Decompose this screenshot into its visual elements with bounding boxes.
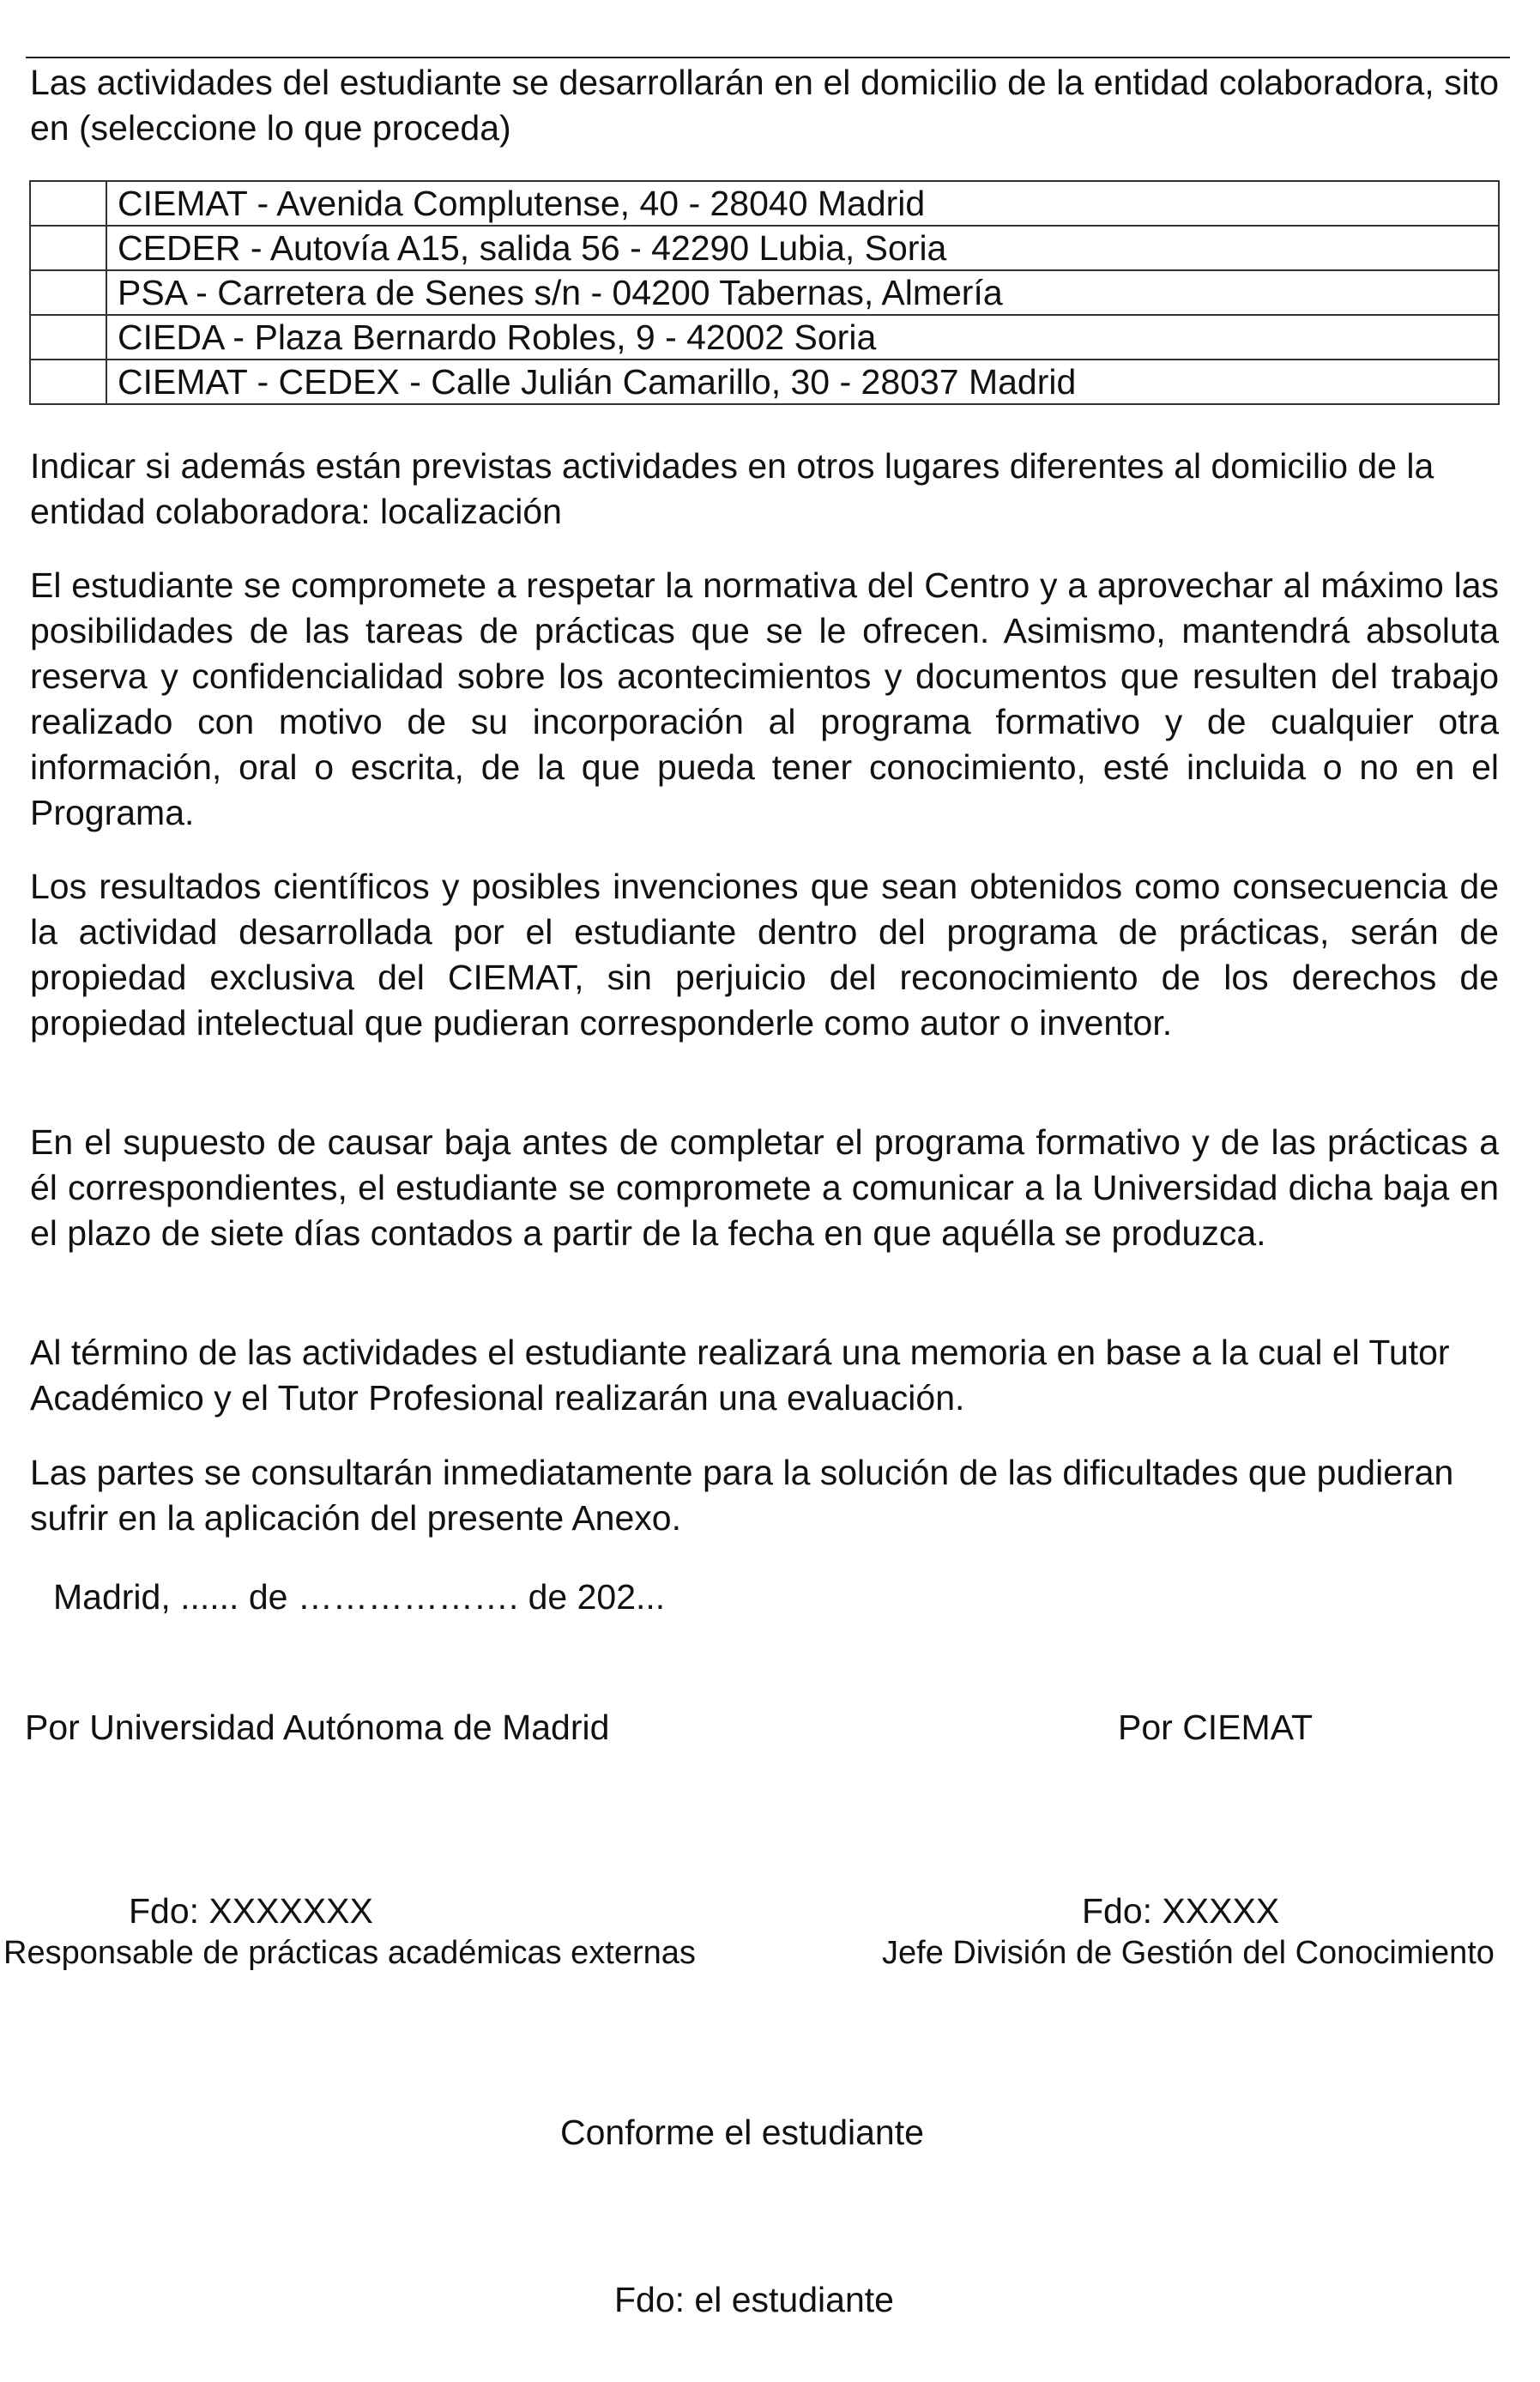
date-line: Madrid, ...... de ………………. de 202... <box>53 1577 666 1617</box>
location-checkbox[interactable] <box>30 181 106 226</box>
location-checkbox[interactable] <box>30 270 106 315</box>
ciemat-signed-by: Fdo: XXXXX <box>1082 1891 1280 1931</box>
university-signer-role: Responsable de prácticas académicas externas <box>3 1935 696 1971</box>
other-locations-paragraph: Indicar si además están previstas actividades en otros lugares diferentes al domicilio de la entidad colaboradora: localización <box>30 446 1434 531</box>
results-ownership-paragraph: Los resultados científicos y posibles invenciones que sean obtenidos como consecuencia de la actividad desarrollada por el estudiante dentro del programa de prácticas, serán de propiedad exclusiva del CIEMAT, sin perjuicio del reconocimiento de los derechos de propiedad intelectual que pudieran corresponderle como autor o inventor. <box>30 867 1499 1043</box>
location-checkbox[interactable] <box>30 226 106 270</box>
location-row <box>30 181 1499 226</box>
intro-paragraph: Las actividades del estudiante se desarrollarán en el domicilio de la entidad colaboradora, sito en (seleccione lo que proceda) <box>30 63 1499 148</box>
confidentiality-paragraph: El estudiante se compromete a respetar la normativa del Centro y a aprovechar al máximo las posibilidades de las tareas de prácticas que se le ofrecen. Asimismo, mantendrá absoluta reserva y confidencialidad sobre los acontecimientos y documentos que resulten del trabajo realizado con motivo de su incorporación al programa formativo y de cualquier otra información, oral o escrita, de la que pueda tener conocimiento, esté incluida o no en el Programa. <box>30 565 1499 832</box>
location-label: CEDER - Autovía A15, salida 56 - 42290 Lubia, Soria <box>106 226 1499 270</box>
withdrawal-paragraph: En el supuesto de causar baja antes de completar el programa formativo y de las prácticas a él correspondientes, el estudiante se compromete a comunicar a la Universidad dicha baja en el plazo de siete días contados a partir de la fecha en que aquélla se produzca. <box>30 1122 1499 1253</box>
locations-table <box>29 180 1500 405</box>
student-agreement-label: Conforme el estudiante <box>560 2113 924 2152</box>
location-label: CIEDA - Plaza Bernardo Robles, 9 - 42002 Soria <box>106 315 1499 360</box>
ciemat-party-label: Por CIEMAT <box>1118 1708 1314 1747</box>
location-label: PSA - Carretera de Senes s/n - 04200 Tabernas, Almería <box>106 270 1499 315</box>
location-label: CIEMAT - Avenida Complutense, 40 - 28040 Madrid <box>106 181 1499 226</box>
student-signed-by: Fdo: el estudiante <box>614 2280 894 2319</box>
university-signed-by: Fdo: XXXXXXX <box>129 1891 373 1931</box>
location-row <box>30 270 1499 315</box>
location-label: CIEMAT - CEDEX - Calle Julián Camarillo, 30 - 28037 Madrid <box>106 360 1499 404</box>
top-rule <box>26 57 1510 58</box>
location-row <box>30 226 1499 270</box>
location-checkbox[interactable] <box>30 315 106 360</box>
location-row <box>30 315 1499 360</box>
location-row <box>30 360 1499 404</box>
consultation-paragraph: Las partes se consultarán inmediatamente para la solución de las dificultades que pudieran sufrir en la aplicación del presente Anexo. <box>30 1453 1454 1538</box>
location-checkbox[interactable] <box>30 360 106 404</box>
university-party-label: Por Universidad Autónoma de Madrid <box>25 1708 610 1747</box>
ciemat-signer-role: Jefe División de Gestión del Conocimiento <box>882 1935 1495 1971</box>
evaluation-paragraph: Al término de las actividades el estudiante realizará una memoria en base a la cual el Tutor Académico y el Tutor Profesional realizarán una evaluación. <box>30 1333 1450 1418</box>
